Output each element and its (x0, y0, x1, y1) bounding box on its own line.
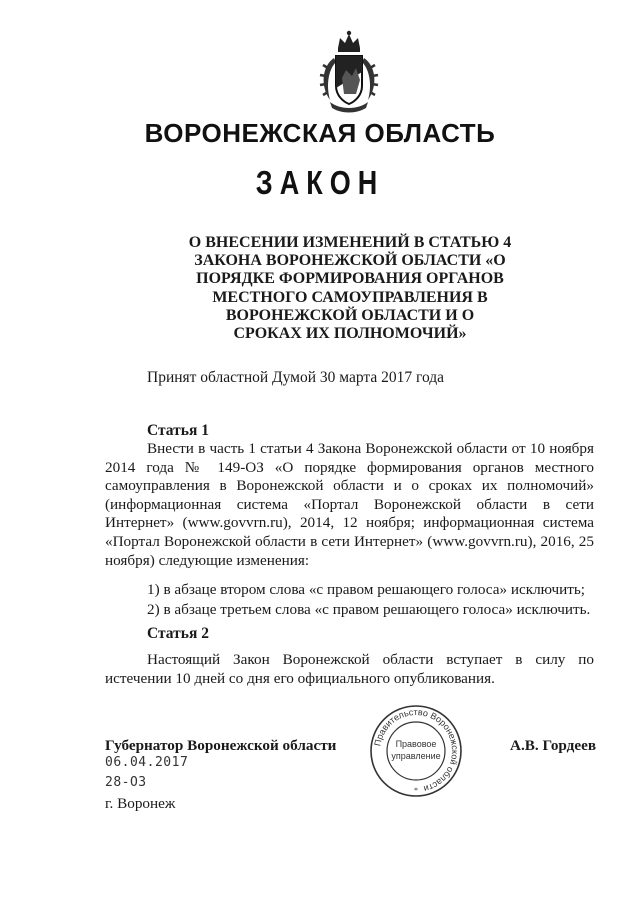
adoption-note: Принят областной Думой 30 марта 2017 года (147, 369, 445, 386)
stamp-star-icon: * (414, 786, 418, 795)
article-1-text: Внести в часть 1 статьи 4 Закона Воронежской области от 10 ноября 2014 года № 149-ОЗ «О порядке формирования органов местного самоуправления в Воронежской области и о сроках их полномочий» (информационная система «Портал Воронежской области в сети Интернет» (www.govvrn.ru), 2014, 12 ноября; информационная система «Портал Воронежской области в сети Интернет» (www.govvrn.ru), 2016, 25 ноября) следующие изменения: (105, 440, 594, 569)
document-type-heading: ЗАКОН (255, 164, 385, 202)
governor-name: А.В. Гордеев (510, 737, 597, 754)
governor-title: Губернатор Воронежской области (105, 737, 337, 754)
amendment-item-1: 1) в абзаце втором слова «с правом решающего голоса» исключить; (147, 581, 586, 598)
stamp-ring-text: Правительство Воронежской области (372, 706, 461, 795)
article-1-heading: Статья 1 (147, 422, 209, 439)
law-title-line: ЗАКОНА ВОРОНЕЖСКОЙ ОБЛАСТИ «О (194, 252, 506, 270)
signing-date: 06.04.2017 (105, 755, 189, 770)
article-2-heading: Статья 2 (147, 625, 209, 642)
coat-of-arms-emblem (316, 28, 382, 114)
law-title-line: ПОРЯДКЕ ФОРМИРОВАНИЯ ОРГАНОВ (196, 270, 504, 288)
article-2-text: Настоящий Закон Воронежской области вступает в силу по истечении 10 дней со дня его официального опубликования. (105, 651, 594, 687)
stamp-inner-line-2: управление (391, 751, 441, 761)
official-stamp (368, 703, 464, 799)
stamp-inner-line-1: Правовое (395, 739, 437, 749)
region-heading: ВОРОНЕЖСКАЯ ОБЛАСТЬ (144, 118, 496, 148)
law-title-line: МЕСТНОГО САМОУПРАВЛЕНИЯ В (212, 288, 488, 306)
signing-city: г. Воронеж (105, 795, 176, 812)
amendment-item-2: 2) в абзаце третьем слова «с правом решающего голоса» исключить. (147, 601, 591, 618)
law-title-line: СРОКАХ ИХ ПОЛНОМОЧИЙ» (233, 325, 467, 343)
law-title (160, 234, 540, 343)
law-number: 28-ОЗ (105, 775, 147, 790)
law-title-line: ВОРОНЕЖСКОЙ ОБЛАСТИ И О (225, 306, 475, 324)
law-title-line: О ВНЕСЕНИИ ИЗМЕНЕНИЙ В СТАТЬЮ 4 (188, 234, 512, 251)
